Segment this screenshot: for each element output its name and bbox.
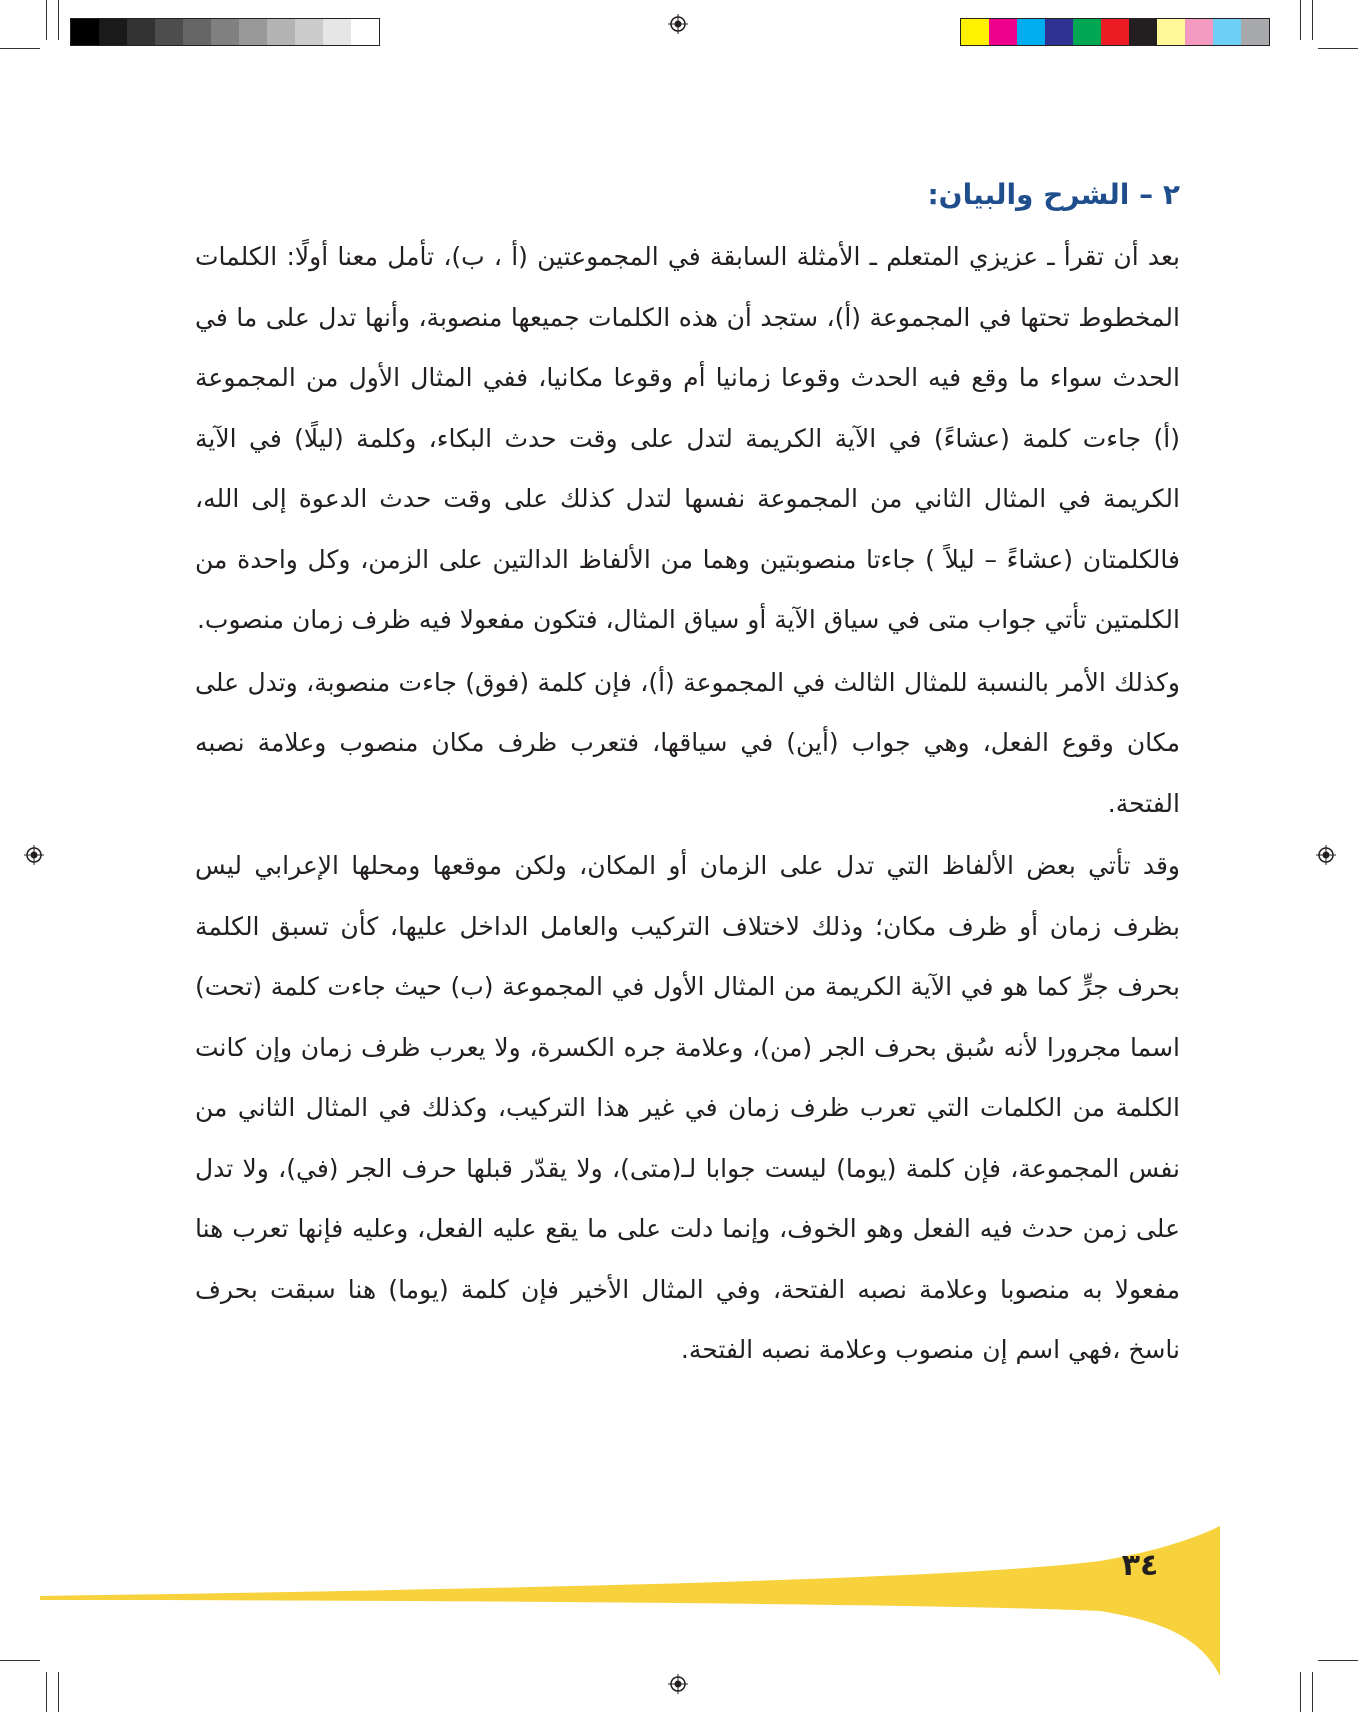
gray-calibration-bar xyxy=(70,18,380,46)
gray-swatch xyxy=(99,19,127,45)
crop-mark xyxy=(1300,0,1301,40)
crop-mark xyxy=(58,0,59,40)
gray-swatch xyxy=(211,19,239,45)
color-swatch xyxy=(1213,19,1241,45)
color-swatch xyxy=(1045,19,1073,45)
crop-mark xyxy=(46,1672,47,1712)
crop-mark xyxy=(1300,1672,1301,1712)
registration-mark-icon xyxy=(24,845,44,865)
paragraph-place-adverb: وكذلك الأمر بالنسبة للمثال الثالث في المجموعة (أ)، فإن كلمة (فوق) جاءت منصوبة، وتدل على مكان وقوع الفعل، وهي جواب (أين) في سياقها، فتعرب ظرف مكان منصوب وعلامة نصبه الفتحة. xyxy=(195,667,1180,818)
gray-swatch xyxy=(295,19,323,45)
page-content xyxy=(195,175,1180,1381)
gray-swatch xyxy=(351,19,379,45)
paragraph-explanation: بعد أن تقرأ ـ عزيزي المتعلم ـ الأمثلة السابقة في المجموعتين (أ ، ب)، تأمل معنا أولًا: الكلمات المخطوط تحتها في المجموعة (أ)، ستجد أن هذه الكلمات جميعها منصوبة، وأنها تدل على ما في الحدث سواء ما وقع فيه الحدث وقوعا زمانيا أم وقوعا مكانيا، ففي المثال الأول من المجموعة (أ) جاءت كلمة (عشاءً) في الآية الكريمة لتدل على وقت حدث البكاء، وكلمة (ليلًا) في الآية الكريمة في المثال الثاني من المجموعة نفسها لتدل كذلك على وقت حدث الدعوة إلى الله، فالكلمتان (عشاءً – ليلاً ) جاءتا منصوبتين وهما من الألفاظ الدالتين على الزمن، وكل واحدة من الكلمتين تأتي جواب متى في سياق الآية أو سياق المثال، فتكون مفعولا فيه ظرف زمان منصوب. xyxy=(195,242,1180,634)
gray-swatch xyxy=(267,19,295,45)
color-swatch xyxy=(1073,19,1101,45)
registration-mark-icon xyxy=(1316,845,1336,865)
color-calibration-bar xyxy=(960,18,1270,46)
section-title: ٢ – الشرح والبيان: xyxy=(927,178,1180,211)
gray-swatch xyxy=(239,19,267,45)
footer-stripe-shape xyxy=(40,1526,1220,1676)
crop-mark xyxy=(1312,0,1313,40)
color-swatch xyxy=(1129,19,1157,45)
page-number: ٣٤ xyxy=(1121,1548,1159,1583)
color-swatch xyxy=(1017,19,1045,45)
crop-mark xyxy=(0,1660,40,1661)
registration-mark-icon xyxy=(668,14,688,34)
color-swatch xyxy=(1241,19,1269,45)
color-swatch xyxy=(1185,19,1213,45)
color-swatch xyxy=(961,19,989,45)
gray-swatch xyxy=(127,19,155,45)
registration-mark-icon xyxy=(668,1674,688,1694)
crop-mark xyxy=(1312,1672,1313,1712)
paragraph-exceptions: وقد تأتي بعض الألفاظ التي تدل على الزمان أو المكان، ولكن موقعها ومحلها الإعرابي ليس بظرف زمان أو ظرف مكان؛ وذلك لاختلاف التركيب والعامل الداخل عليها، كأن تسبق الكلمة بحرف جرٍّ كما هو في الآية الكريمة من المثال الأول في المجموعة (ب) حيث جاءت كلمة (تحت) اسما مجرورا لأنه سُبق بحرف الجر (من)، وعلامة جره الكسرة، ولا يعرب ظرف زمان وإن كانت الكلمة من الكلمات التي تعرب ظرف زمان في غير هذا التركيب، وكذلك في المثال الثاني من نفس المجموعة، فإن كلمة (يوما) ليست جوابا لـ(متى)، ولا يقدّر قبلها حرف الجر (في)، ولا تدل على زمن حدث فيه الفعل وهو الخوف، وإنما دلت على ما يقع عليه الفعل، وعليه فإنها تعرب هنا مفعولا به منصوبا وعلامة نصبه الفتحة، وفي المثال الأخير فإن كلمة (يوما) هنا سبقت بحرف ناسخ ،فهي اسم إن منصوب وعلامة نصبه الفتحة. xyxy=(195,851,1180,1364)
color-swatch xyxy=(989,19,1017,45)
color-swatch xyxy=(1101,19,1129,45)
crop-mark xyxy=(58,1672,59,1712)
crop-mark xyxy=(1318,48,1358,49)
gray-swatch xyxy=(71,19,99,45)
color-swatch xyxy=(1157,19,1185,45)
gray-swatch xyxy=(155,19,183,45)
crop-mark xyxy=(0,48,40,49)
crop-mark xyxy=(46,0,47,40)
gray-swatch xyxy=(183,19,211,45)
gray-swatch xyxy=(323,19,351,45)
